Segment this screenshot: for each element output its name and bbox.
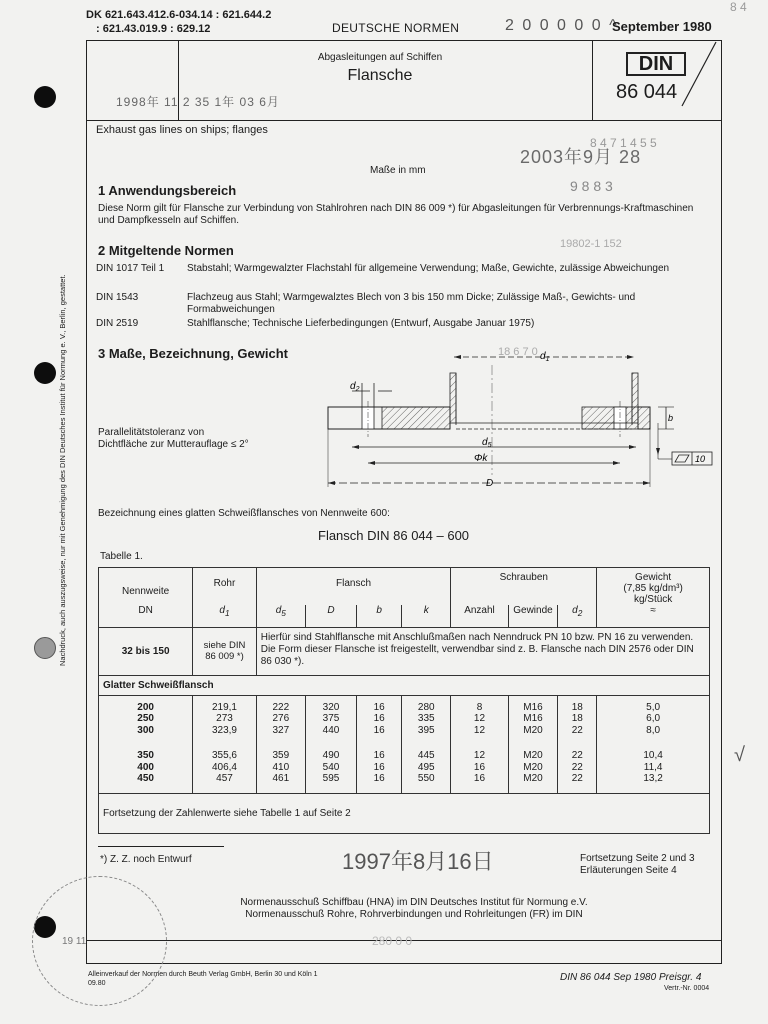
tolerance-value: 10 [695, 454, 706, 464]
b-cell: 16 [357, 762, 402, 774]
reprint-notice: Nachdruck, auch auszugsweise, nur mit Genehmigung des DIN Deutsches Institut für Normung e. V., Berlin, gestattet. [58, 274, 67, 666]
anzahl-cell: 12 [451, 736, 508, 762]
beuth-note: Alleinverkauf der Normen durch Beuth Verlag GmbH, Berlin 30 und Köln 1 09.80 [88, 971, 318, 987]
check-mark: √ [734, 744, 745, 766]
header-d1: $d_1$ [193, 605, 257, 627]
D-cell: 375 [305, 713, 356, 725]
section-1-heading: 1 Anwendungsbereich [98, 183, 237, 198]
dn-cell: 400 [99, 762, 193, 774]
d1-cell: 323,9 [193, 725, 257, 737]
d1-cell: 355,6 [193, 736, 257, 762]
section-3-heading: 3 Maße, Bezeichnung, Gewicht [98, 346, 288, 361]
gewicht-cell: 6,0 [597, 713, 710, 725]
designation-example: Flansch DIN 86 044 – 600 [318, 528, 470, 543]
d2-cell: 22 [558, 762, 597, 774]
flange-drawing [322, 345, 722, 495]
d1-cell: 273 [193, 713, 257, 725]
k-cell: 335 [402, 713, 451, 725]
gewinde-cell: M16 [508, 695, 558, 713]
page-title: Flansche [347, 67, 413, 84]
anzahl-cell: 16 [451, 773, 508, 793]
b-label: b [668, 413, 674, 423]
number-stamp: 2 0 0 0 0 0 ^ [505, 17, 619, 34]
designation-intro: Bezeichnung eines glatten Schweißflansches von Nennweite 600: [98, 508, 390, 519]
b-cell: 16 [357, 773, 402, 793]
k-cell: 495 [402, 762, 451, 774]
d5-cell: 222 [256, 695, 305, 713]
d5-label: $d_5$ [482, 437, 492, 449]
faint-stamp-mid: 19802-1 152 [560, 238, 622, 250]
header-gewicht: Gewicht (7,85 kg/dm³) kg/Stück [597, 568, 710, 606]
k-label: Φk [474, 453, 488, 464]
anzahl-cell: 8 [451, 695, 508, 713]
committee-note: Normenausschuß Schiffbau (HNA) im DIN Deutsches Institut für Normung e.V. Normenausschuß Rohre, Rohrverbindungen und Rohrleitungen (FR) im DIN [240, 897, 588, 920]
gewicht-cell: 13,2 [597, 773, 710, 793]
b-cell: 16 [357, 736, 402, 762]
k-cell: 445 [402, 736, 451, 762]
footnote-rule [98, 846, 224, 847]
gewinde-cell: M20 [508, 725, 558, 737]
title-block-bottom-rule [86, 120, 722, 121]
issue-date: September 1980 [612, 19, 712, 34]
header-d5: $d_5$ [256, 605, 305, 627]
din-logo: DIN [626, 52, 686, 76]
table-label: Tabelle 1. [100, 551, 143, 562]
header-k: k [402, 605, 451, 627]
dn-cell: 450 [99, 773, 193, 793]
d1-label: $d_1$ [540, 351, 550, 363]
D-cell: 440 [305, 725, 356, 737]
d2-cell: 18 [558, 713, 597, 725]
vertr-number: Vertr.-Nr. 0004 [664, 985, 710, 992]
faint-stamp-bottom: 280 0 0 [372, 934, 413, 948]
b-cell: 16 [357, 713, 402, 725]
row-small-dn: 32 bis 150 [99, 627, 193, 675]
binder-hole-3 [34, 637, 56, 659]
header-schrauben: Schrauben [451, 568, 597, 606]
d1-cell: 406,4 [193, 762, 257, 774]
binder-hole-2 [34, 362, 56, 384]
header-b: b [357, 605, 402, 627]
d2-cell: 22 [558, 736, 597, 762]
D-cell: 490 [305, 736, 356, 762]
anzahl-cell: 12 [451, 725, 508, 737]
table-continuation: Fortsetzung der Zahlenwerte siehe Tabelle 1 auf Seite 2 [99, 793, 710, 833]
header-d2: $d_2$ [558, 605, 597, 627]
norm-text: Flachzeug aus Stahl; Warmgewalztes Blech von 3 bis 150 mm Dicke; Zulässige Maß-, Gewichts- und Formabweichungen [187, 292, 636, 315]
norm-text: Stahlflansche; Technische Lieferbedingungen (Entwurf, Ausgabe Januar 1975) [187, 318, 535, 329]
din-number: 86 044 [616, 81, 678, 103]
header-flansch: Flansch [256, 568, 451, 606]
row-small-note: Hierfür sind Stahlflansche mit Anschlußmaßen nach Nenndruck PN 10 bzw. PN 16 zu verwenden. Die Form dieser Flansche ist freigestellt, verwendbar sind z. B. Flansche nach DIN 2576 oder DIN 86 030 *). [256, 627, 709, 675]
row-small-rohr: siehe DIN 86 009 *) [193, 627, 257, 675]
code-stamp: 9 8 8 3 [570, 178, 613, 194]
din-footer-id: DIN 86 044 Sep 1980 Preisgr. 4 [560, 972, 702, 983]
D-label: D [486, 478, 494, 489]
date-stamp-2003: 2003年9月 28 [520, 147, 642, 167]
faint-number-stamp: 8 4 7 1 4 5 5 [590, 136, 657, 150]
gewicht-cell: 8,0 [597, 725, 710, 737]
header-anzahl: Anzahl [451, 605, 508, 627]
title-subtitle: Abgasleitungen auf Schiffen [317, 52, 443, 63]
d2-label: $d_2$ [350, 381, 360, 393]
D-cell: 320 [305, 695, 356, 713]
norm-code: DIN 1017 Teil 1 [96, 263, 165, 274]
anzahl-cell: 16 [451, 762, 508, 774]
section-2-heading: 2 Mitgeltende Normen [98, 243, 234, 258]
group-label: Glatter Schweißflansch [99, 675, 710, 695]
deutsche-normen-label: DEUTSCHE NORMEN [332, 21, 460, 35]
b-cell: 16 [357, 725, 402, 737]
header-approx: ≈ [597, 605, 710, 627]
d1-cell: 219,1 [193, 695, 257, 713]
parallel-note: Parallelitätstoleranz von Dichtfläche zur Mutterauflage ≤ 2° [98, 427, 249, 450]
header-nennweite: Nennweite [99, 568, 193, 606]
norm-code: DIN 2519 [96, 318, 139, 329]
d5-cell: 327 [256, 725, 305, 737]
k-cell: 550 [402, 773, 451, 793]
D-cell: 595 [305, 773, 356, 793]
b-cell: 16 [357, 695, 402, 713]
units-note: Maße in mm [370, 165, 426, 176]
header-dn: DN [99, 605, 193, 627]
norm-text: Stabstahl; Warmgewalzter Flachstahl für allgemeine Verwendung; Maße, Gewichte, zulässige Abweichungen [187, 263, 670, 274]
gewicht-cell: 5,0 [597, 695, 710, 713]
anzahl-cell: 12 [451, 713, 508, 725]
d5-cell: 276 [256, 713, 305, 725]
d1-cell: 457 [193, 773, 257, 793]
date-stamp-1997: 1997年8月16日 [342, 849, 494, 874]
d2-cell: 22 [558, 725, 597, 737]
header-rohr: Rohr [193, 568, 257, 606]
D-cell: 540 [305, 762, 356, 774]
header-gewinde: Gewinde [508, 605, 558, 627]
gewinde-cell: M16 [508, 713, 558, 725]
footnote: *) Z. Z. noch Entwurf [100, 854, 192, 865]
d5-cell: 461 [256, 773, 305, 793]
gewinde-cell: M20 [508, 736, 558, 762]
gewicht-cell: 10,4 [597, 736, 710, 762]
dn-cell: 200 [99, 695, 193, 713]
dn-cell: 250 [99, 713, 193, 725]
dk-classification: DK 621.643.412.6-034.14 : 621.644.2 : 621.43.019.9 : 629.12 [86, 9, 272, 35]
dimensions-table [98, 567, 710, 834]
d2-cell: 22 [558, 773, 597, 793]
gewicht-cell: 11,4 [597, 762, 710, 774]
k-cell: 395 [402, 725, 451, 737]
d5-cell: 410 [256, 762, 305, 774]
margin-note: 8 4 [730, 0, 747, 14]
title-block-divider-2 [592, 40, 593, 121]
binder-hole-1 [34, 86, 56, 108]
norm-code: DIN 1543 [96, 292, 139, 303]
d2-cell: 18 [558, 695, 597, 713]
continuation-note: Fortsetzung Seite 2 und 3 Erläuterungen Seite 4 [580, 853, 695, 876]
section-1-text: Diese Norm gilt für Flansche zur Verbindung von Stahlrohren nach DIN 86 009 *) für Abgasleitungen für Verbrennungs-Kraftmaschinen und Dampfkesseln auf Schiffen. [98, 203, 694, 226]
dn-cell: 350 [99, 736, 193, 762]
k-cell: 280 [402, 695, 451, 713]
header-D: D [305, 605, 356, 627]
english-title: Exhaust gas lines on ships; flanges [96, 124, 268, 136]
gewinde-cell: M20 [508, 773, 558, 793]
circular-stamp-date: 19 11 [62, 936, 87, 947]
handwritten-registration: 1998年 11 2 35 1年 03 6月 [116, 95, 280, 109]
faint-stamp-figure: 18 6 7 0 [498, 346, 538, 358]
dn-cell: 300 [99, 725, 193, 737]
gewinde-cell: M20 [508, 762, 558, 774]
d5-cell: 359 [256, 736, 305, 762]
